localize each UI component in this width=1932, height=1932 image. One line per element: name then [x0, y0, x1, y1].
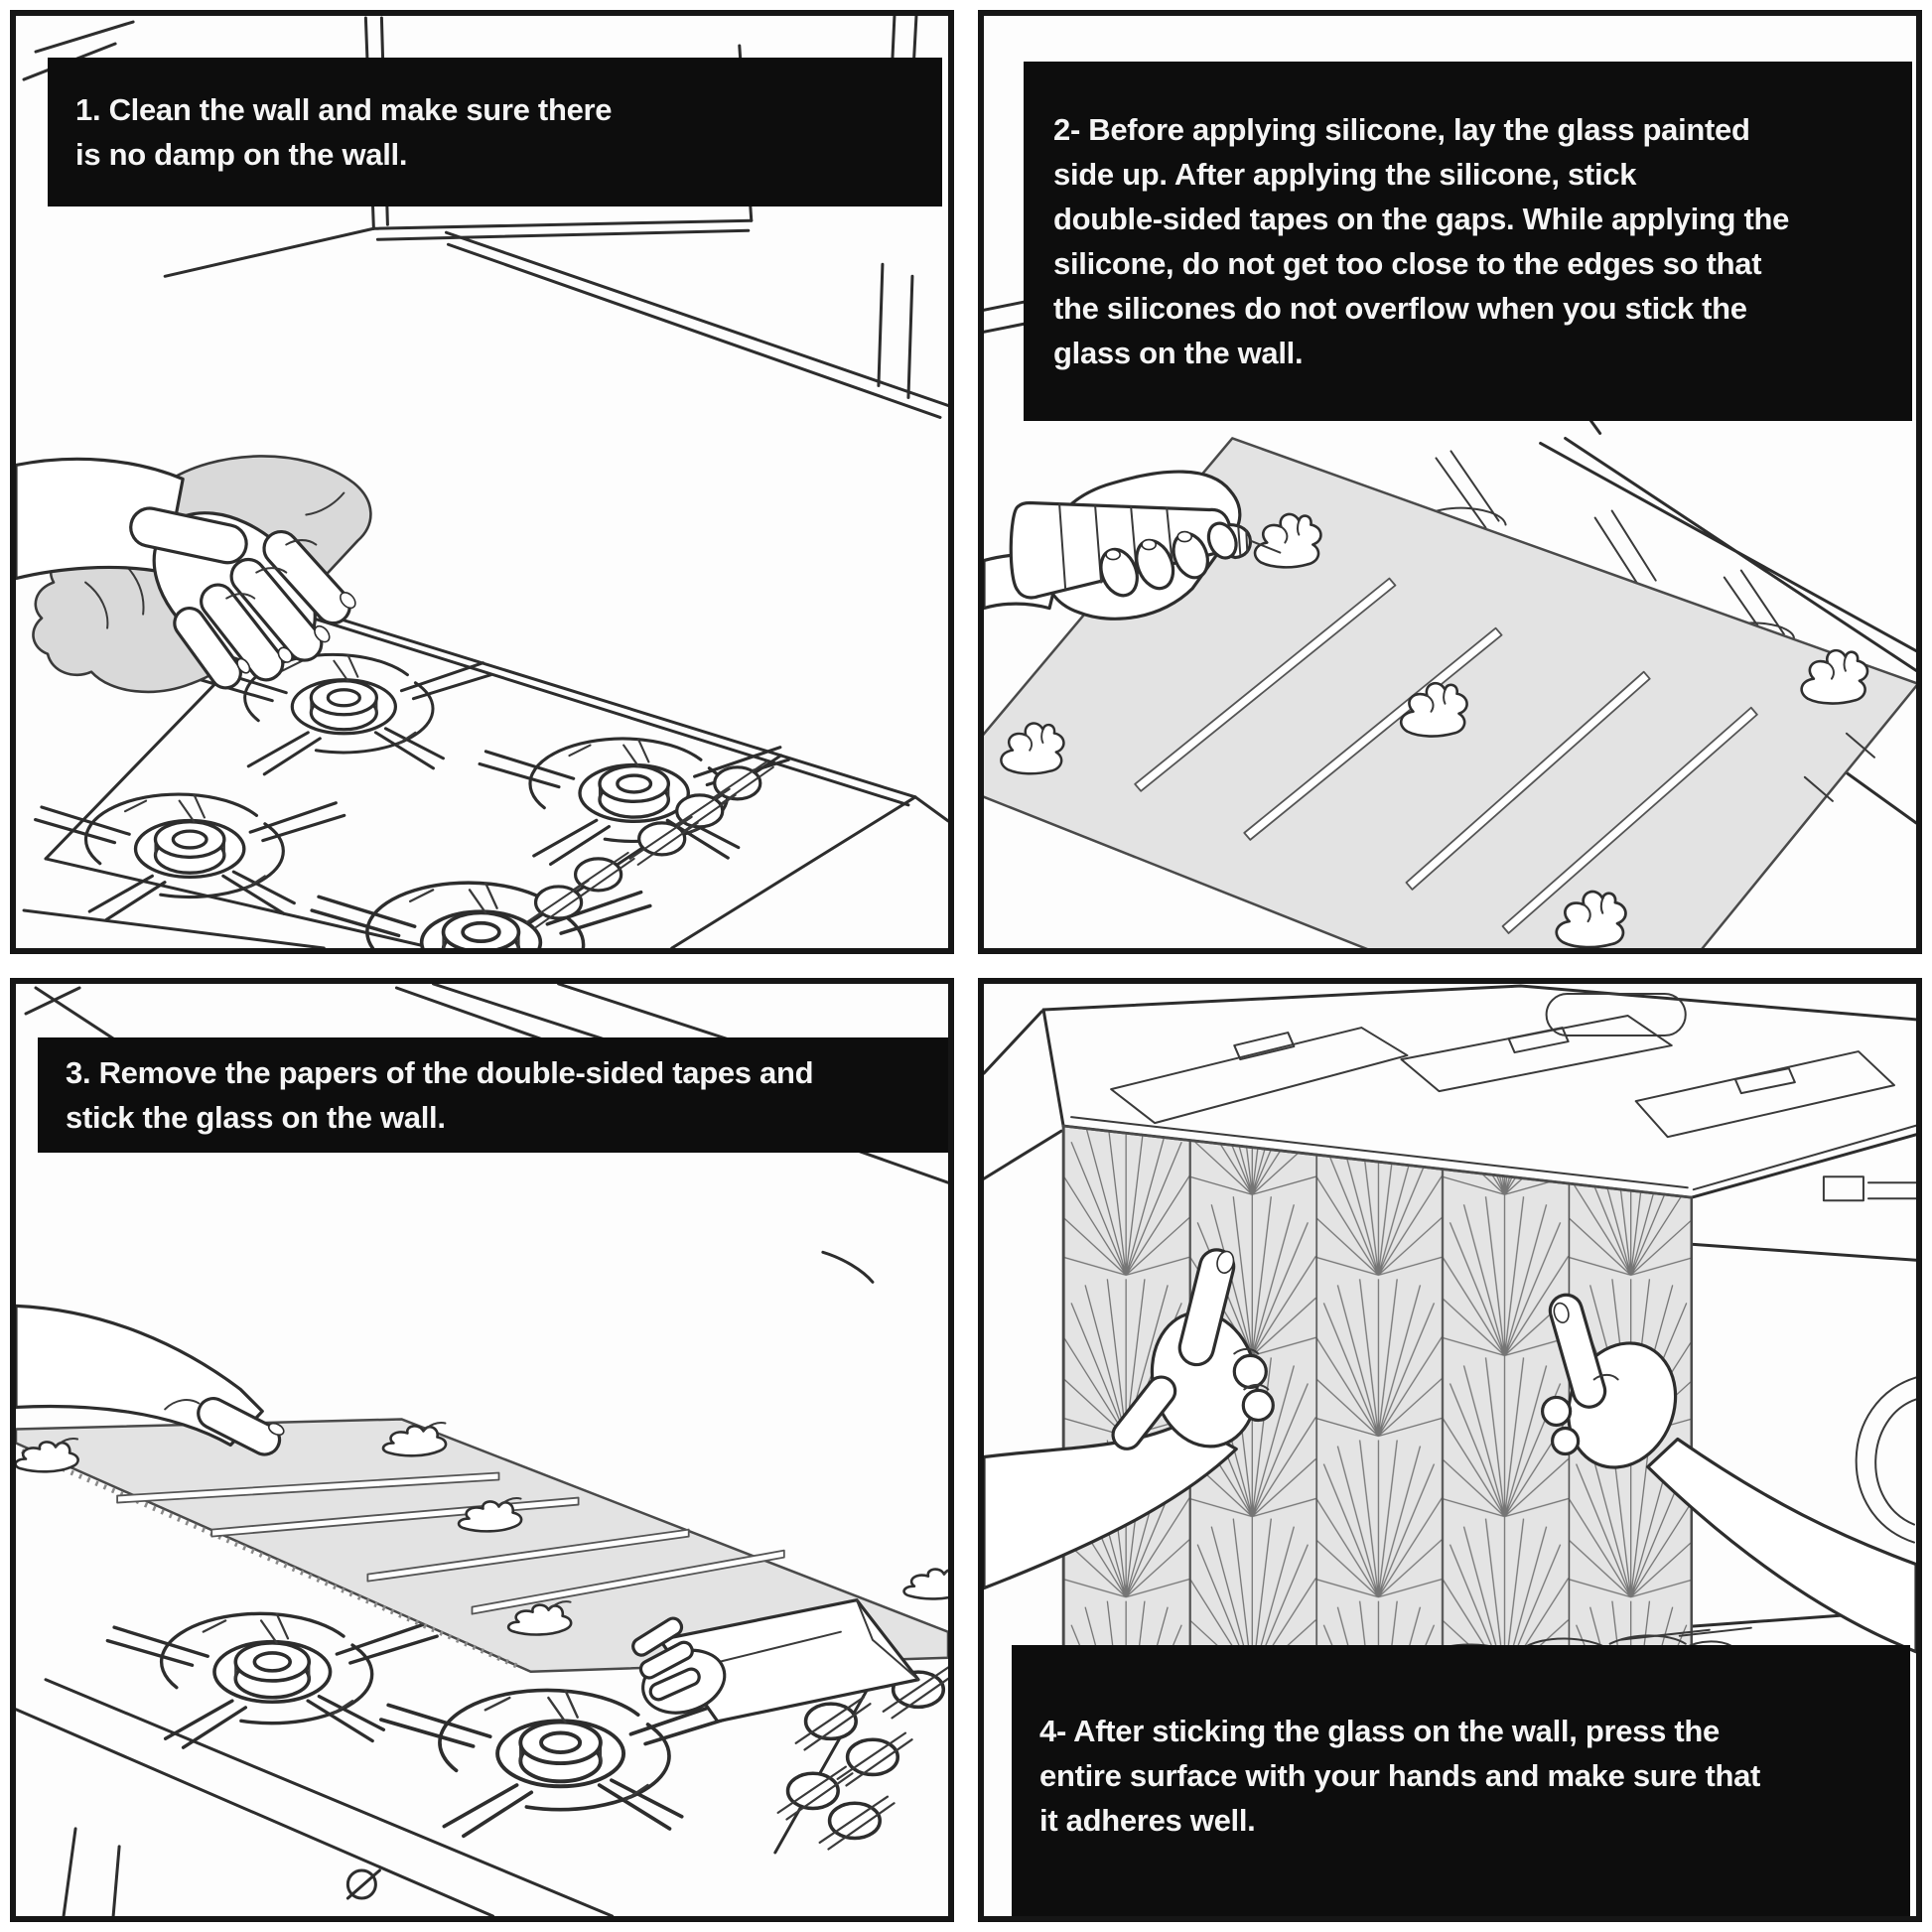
silicone-dollop — [904, 1566, 948, 1598]
caption-line: 4- After sticking the glass on the wall, press the — [1039, 1714, 1720, 1748]
wall-switch — [1824, 1176, 1916, 1200]
panel-step-1 — [10, 10, 954, 954]
caption-line: 1. Clean the wall and make sure there — [75, 92, 613, 127]
bowl-arcs — [1857, 1377, 1916, 1542]
panel-step-2 — [978, 10, 1922, 954]
caption-line: the silicones do not overflow when you stick the — [1053, 291, 1747, 326]
caption-line: stick the glass on the wall. — [66, 1100, 446, 1135]
panel-step-4 — [978, 978, 1922, 1922]
caption-line: side up. After applying the silicone, stick — [1053, 157, 1637, 192]
caption-line: it adheres well. — [1039, 1803, 1256, 1838]
caption-line: glass on the wall. — [1053, 336, 1304, 370]
caption-line: silicone, do not get too close to the edges so that — [1053, 246, 1762, 281]
step-3-caption — [38, 1037, 948, 1153]
step-1-caption — [48, 58, 942, 207]
panel-step-3 — [10, 978, 954, 1922]
caption-line: is no damp on the wall. — [75, 137, 408, 172]
caption-line: 2- Before applying silicone, lay the glass painted — [1053, 112, 1750, 147]
caption-line: 3. Remove the papers of the double-sided tapes and — [66, 1055, 814, 1090]
caption-line: double-sided tapes on the gaps. While applying the — [1053, 202, 1790, 236]
step-2-caption — [1024, 62, 1912, 421]
step-4-caption — [1012, 1645, 1910, 1916]
hood-light — [1547, 994, 1686, 1035]
caption-line: entire surface with your hands and make sure that — [1039, 1758, 1761, 1793]
